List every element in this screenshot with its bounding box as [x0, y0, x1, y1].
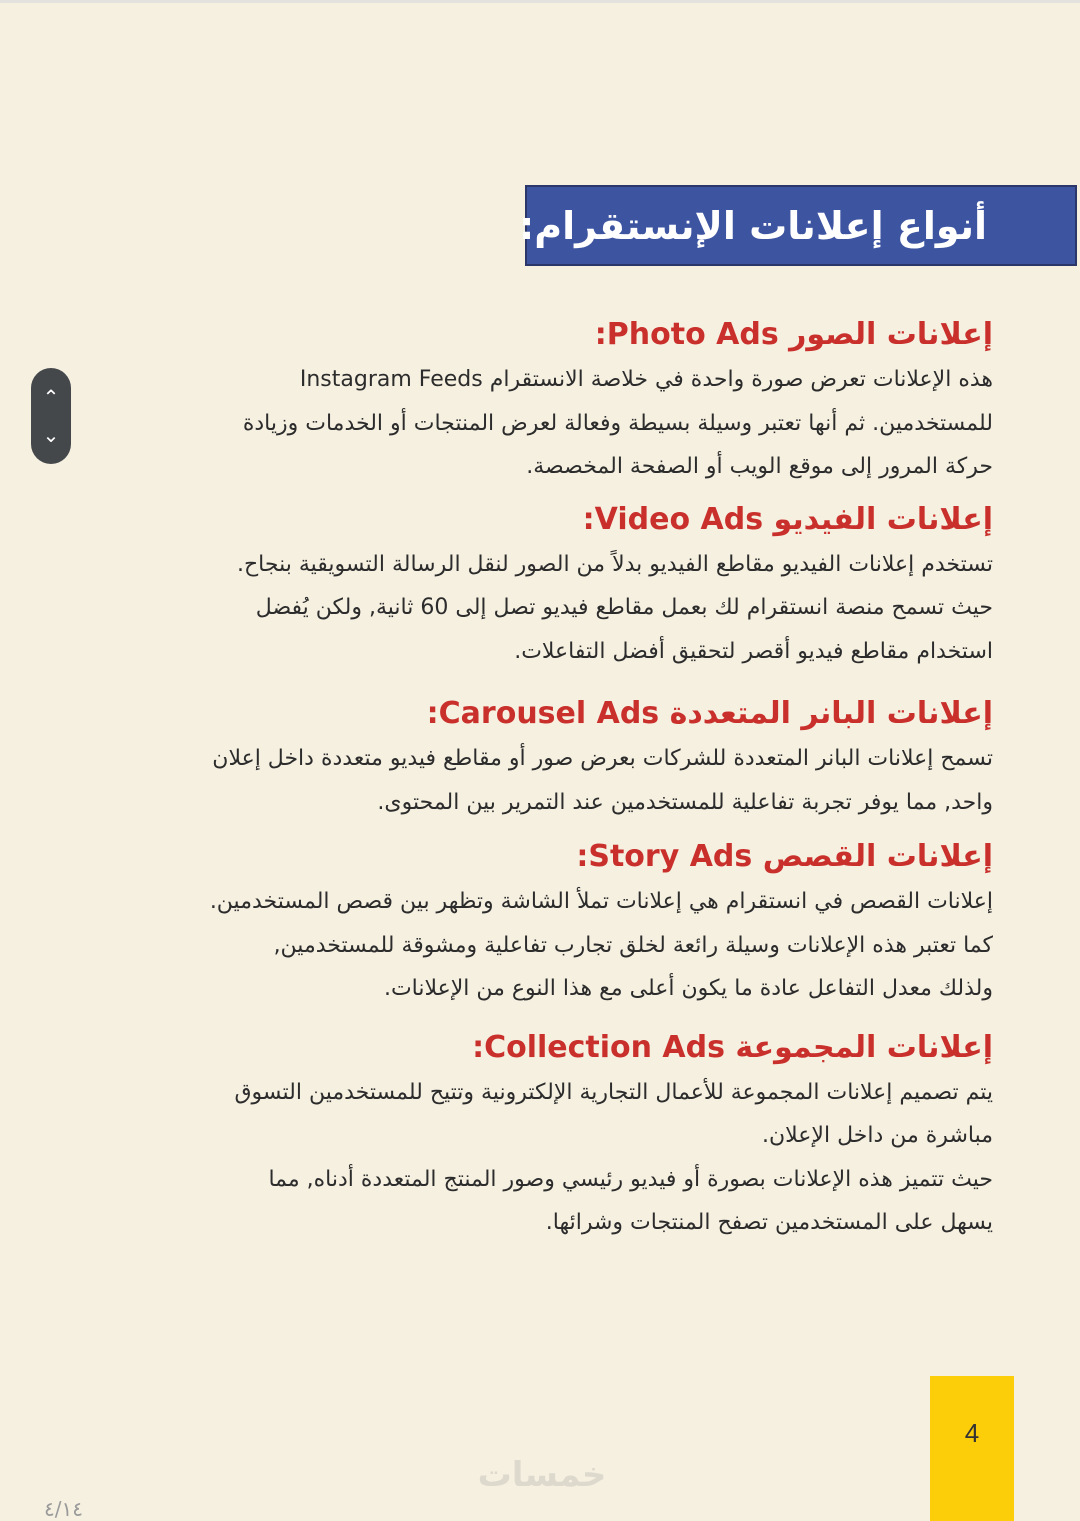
- section-heading: إعلانات الصور Photo Ads:: [594, 317, 993, 352]
- section-photo-ads: [103, 312, 993, 489]
- paragraph-line: تستخدم إعلانات الفيديو مقاطع الفيديو بدلاً من الصور لنقل الرسالة التسويقية بنجاح.: [236, 551, 993, 577]
- paragraph-line: ولذلك معدل التفاعل عادة ما يكون أعلى مع هذا النوع من الإعلانات.: [383, 976, 993, 1001]
- section-heading: إعلانات المجموعة Collection Ads:: [472, 1029, 993, 1065]
- top-divider: [0, 0, 1080, 3]
- paragraph-line: يتم تصميم إعلانات المجموعة للأعمال التجارية الإلكترونية وتتيح للمستخدمين التسوق: [234, 1079, 993, 1105]
- section-carousel-ads: [103, 691, 993, 824]
- chevron-up-icon[interactable]: ⌃: [42, 384, 60, 409]
- page-title: أنواع إعلانات الإنستقرام:: [519, 203, 987, 248]
- paragraph-line: تسمح إعلانات البانر المتعددة للشركات بعرض صور أو مقاطع فيديو متعددة داخل إعلان: [212, 746, 993, 771]
- section-heading: إعلانات الفيديو Video Ads:: [582, 501, 993, 537]
- paragraph-line: حيث تتميز هذه الإعلانات بصورة أو فيديو رئيسي وصور المنتج المتعددة أدناه, مما: [268, 1166, 993, 1192]
- section-story-ads: [103, 834, 993, 1011]
- section-heading: إعلانات القصص Story Ads:: [576, 839, 993, 874]
- paragraph-line: مباشرة من داخل الإعلان.: [762, 1123, 993, 1148]
- chevron-down-icon[interactable]: ⌄: [42, 423, 60, 448]
- paragraph-line: استخدام مقاطع فيديو أقصر لتحقيق أفضل التفاعلات.: [514, 638, 993, 664]
- paragraph-line: حركة المرور إلى موقع الويب أو الصفحة المخصصة.: [526, 454, 993, 479]
- page-indicator: ٤/١٤: [44, 1497, 83, 1521]
- section-collection-ads: [103, 1025, 993, 1245]
- paragraph-line: حيث تسمح منصة انستقرام لك بعمل مقاطع فيديو تصل إلى 60 ثانية, ولكن يُفضل: [255, 595, 993, 620]
- section-video-ads: [103, 497, 993, 674]
- paragraph-line: واحد, مما يوفر تجربة تفاعلية للمستخدمين عند التمرير بين المحتوى.: [377, 789, 993, 815]
- paragraph-line: إعلانات القصص في انستقرام هي إعلانات تملأ الشاشة وتظهر بين قصص المستخدمين.: [209, 889, 993, 914]
- page-scroller[interactable]: [31, 368, 71, 464]
- paragraph-line: يسهل على المستخدمين تصفح المنتجات وشرائها.: [545, 1210, 993, 1235]
- section-heading: إعلانات البانر المتعددة Carousel Ads:: [426, 696, 993, 731]
- paragraph-line: للمستخدمين. ثم أنها تعتبر وسيلة بسيطة وفعالة لعرض المنتجات أو الخدمات وزيادة: [242, 410, 993, 436]
- page-number: 4: [964, 1418, 980, 1448]
- paragraph-line: هذه الإعلانات تعرض صورة واحدة في خلاصة الانستقرام Instagram Feeds: [299, 367, 993, 392]
- watermark-logo: خمسات: [477, 1455, 607, 1495]
- title-banner: [519, 185, 1077, 266]
- paragraph-line: كما تعتبر هذه الإعلانات وسيلة رائعة لخلق تجارب تفاعلية ومشوقة للمستخدمين,: [273, 932, 993, 958]
- article-content: [103, 312, 993, 1245]
- page-number-box: [930, 1376, 1014, 1521]
